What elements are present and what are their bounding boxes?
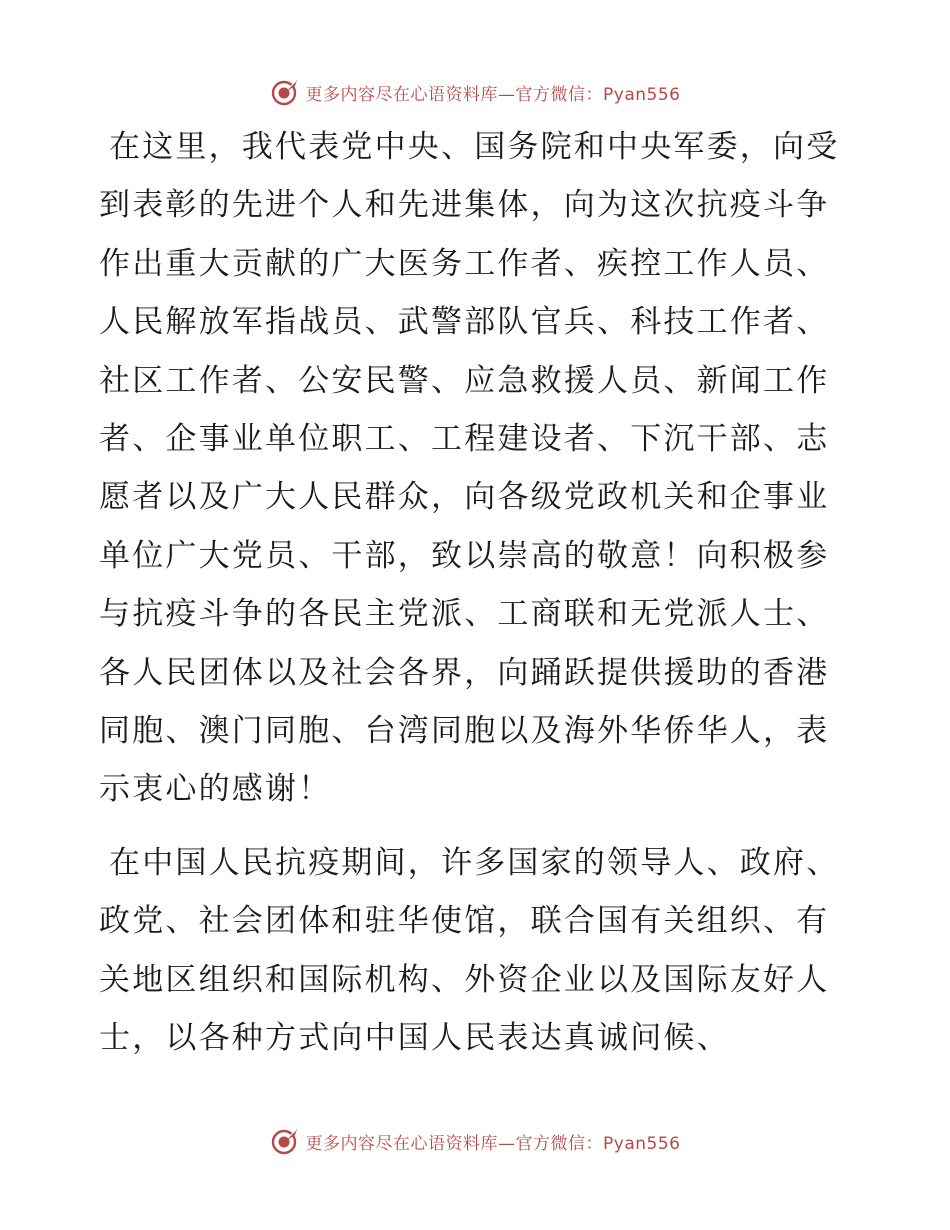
header-wechat-label: 官方微信： — [515, 84, 604, 105]
header-wechat-id: Pyan556 — [603, 84, 681, 105]
header-banner — [0, 72, 950, 112]
paragraph-2-block — [99, 834, 851, 1068]
paragraph-1: 在这里，我代表党中央、国务院和中央军委，向受到表彰的先进个人和先进集体，向为这次抗疫斗争作出重大贡献的广大医务工作者、疾控工作人员、人民解放军指战员、武警部队官兵、科技工作者、社区工作者、公安民警、应急救援人员、新闻工作者、企事业单位职工、工程建设者、下沉干部、志愿者以及广大人民群众，向各级党政机关和企事业单位广大党员、干部，致以崇高的敬意！向积极参与抗疫斗争的各民主党派、工商联和无党派人士、各人民团体以及社会各界，向踊跃提供援助的香港同胞、澳门同胞、台湾同胞以及海外华侨华人，表示衷心的感谢！ — [99, 129, 840, 808]
header-separator: — — [498, 84, 516, 105]
header-banner-text — [306, 80, 681, 105]
footer-site-text: 更多内容尽在心语资料库 — [305, 1133, 499, 1154]
quill-pen-logo-icon — [270, 1126, 300, 1156]
footer-banner-text — [306, 1129, 681, 1154]
paragraph-2: 在中国人民抗疫期间，许多国家的领导人、政府、政党、社会团体和驻华使馆，联合国有关组织、有关地区组织和国际机构、外资企业以及国际友好人士，以各种方式向中国人民表达真诚问候、 — [99, 845, 840, 1057]
quill-pen-logo-icon — [270, 77, 300, 107]
header-site-text: 更多内容尽在心语资料库 — [305, 84, 499, 105]
footer-wechat-label: 官方微信： — [515, 1133, 604, 1154]
footer-separator: — — [498, 1133, 516, 1154]
paragraph-1-block — [99, 118, 851, 819]
footer-banner — [0, 1121, 950, 1161]
footer-wechat-id: Pyan556 — [603, 1133, 681, 1154]
